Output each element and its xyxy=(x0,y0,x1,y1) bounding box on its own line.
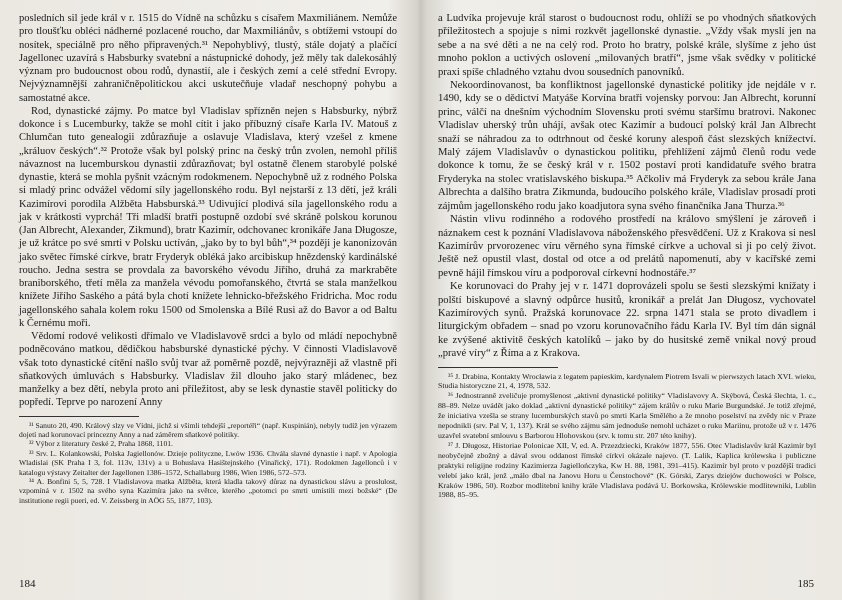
left-footnotes xyxy=(19,421,397,506)
paragraph: Vědomí rodové velikosti dřímalo ve Vladislavově srdci a bylo od mládí nepochybně podněcováno matkou, dědičkou habsburské dynastické pýchy. V činnosti Vladislavově však toto dynastické cítění našlo svůj tvar až poměrně pozdě, nejvýrazněji až vlastně při sňatkových úmluvách s Habsburky. Vladislav žil dlouho jako starý mládenec, bez manželky a bez dětí, nebyla proto ani příležitost, aby se lesk dynastie stavěl politicky do popředí. Teprve po narození Anny xyxy=(19,331,397,409)
left-body-text xyxy=(19,12,397,410)
footnote: ³⁶ Jednostranně zveličuje promyšlenost „aktivní dynastické politiky“ Vladislavovy A. Skýbová, Česká šlechta, 1. c., 88–89. Nelze uvádět jako doklad „aktivní dynastické politiky“ zájem králův o ruku Marie Burgundské. Je totiž zřejmé, že iniciativa vzešla se strany lucemburských stavů po smrti Karla Smělého a že mnoho poselství na zvědy nic v Praze nepodnikli (srv. Pal V, 1, 137). Král se svého zájmu sám jednoduše nemohl ucházet o ruku Mariinu, protože už v r. 1476 uzavřel svatební smlouvu s Barborou Hlohovskou (srv. k tomu str. 207 této knihy). xyxy=(438,391,816,440)
right-page xyxy=(438,12,816,594)
paragraph: a Ludvíka projevuje král starost o budoucnost rodu, ohlíží se po vhodných sňatkových příležitostech a spojuje s nimi rozkvět jagellonské dynastie. „Vždy však myslí jen na sebe a na své děti a ne na celý rod. Proto ho bratry, polské krále, slyšíme z jeho úst mnoho poklon a uctivých oslovení „milovaných bratří“, jsme však svědky v politické praxi spíše chladného vztahu dvou sousedních panovníků. xyxy=(438,13,816,78)
footnote: ³¹ Sanuto 20, 490. Králový slzy ve Vídni, jichž si všimli tehdejší „reportéři“ (např. Kuspinián), nebyly tudíž jen výrazem dojetí nad korunovací princezny Anny a nad záměrem sňatkové politiky. xyxy=(19,420,397,439)
paragraph: Nekoordinovanost, ba konfliktnost jagellonské dynastické politiky jde nejdále v r. 1490, kdy se o dědictví Matyáše Korvína bratři vojensky porvou: Jan Albrecht, korunní princ, válčí na dnešním východním Slovensku proti svému staršímu bratrovi. Nakonec Vladislav uherský trůn uhájí, avšak otec Kazimír a budoucí polský král Jan Albrecht snaží se náhradou za to odtrhnout od české koruny alespoň část slezských knížectví. Malý zájem Vladislavův o dynastickou politiku, přehlížení zájmů členů rodu vede dokonce k tomu, že se český král v r. 1502 postaví proti kandidatuře svého bratra Fryderyka na stolec vratislavského biskupa.³⁵ Ačkoliv má Fryderyk za sebou krále Jana Albrechta a dalšího bratra Zikmunda, budoucího polského krále, Vladislav prosadí proti zájmům jagellonského rodu jako koadjutora syna svého finančníka Jana Thurza.³⁶ xyxy=(438,80,816,212)
footnote: ³² Výbor z literatury české 2, Praha 1868, 1101. xyxy=(29,439,173,449)
paragraph: Ke korunovaci do Prahy jej v r. 1471 doprovázeli spolu se šesti slezskými knížaty i polští biskupové a slavný odpůrce husitů, kronikář a prelát Jan Długosz, vychovatel Kazimírových synů. Pražská korunovace 22. srpna 1471 stala se proto divadlem i liturgickým obřadem – snad po vzoru korunovačního řádu Karla IV. Byl tím dán signál ke zvýšené aktivitě českých katolíků – jako by do husitské země vnikal nový proud „pravé víry“ z Říma a z Krakova. xyxy=(438,281,816,360)
page-number: 185 xyxy=(797,578,814,590)
footnote-divider xyxy=(19,416,139,417)
right-body-text xyxy=(438,12,816,361)
paragraph: posledních sil jede král v r. 1515 do Vídně na schůzku s císařem Maxmiliánem. Nemůže pro tloušťku obléci nádherné pozlacené roucho, dar Maxmiliánův, s obtížemi vstoupí do nosítek, speciálně pro něho připravených.³¹ Nepohyblivý, tlustý, stále dojatý a plačící Jagellonec uzavírá s Habsburky svatební a nástupnické dohody, jež měly tak dalekosáhlý význam pro budoucnost obou rodů, dynastií, ale i českých zemí a celé střední Evropy. Nejvýznamnější zahraničněpolitickou akci uskutečňuje vladař neschopný pohybu a samostatné akce. xyxy=(19,13,397,104)
page-number: 184 xyxy=(19,578,36,590)
paragraph: Rod, dynastické zájmy. Po matce byl Vladislav spřízněn nejen s Habsburky, nýbrž dokonce i s Lucemburky, takže se mohl cítit i jako příbuzný císaře Karla IV. Matouš z Chlumčan tuto genealogii zdůrazňuje a oslavuje Vladislava, který vzešel z kmene „králuov českých“.³² Protože však byl polský princ na český trůn zvolen, nemohl příliš návaznost na lucemburskou dynastii zdůrazňovat; byl ostatně členem starobylé polské dynastie, která se mohla pyšnit vzácným rodokmenem. Nepochybně už z rodného Polska si mladý princ odvážel vědomí síly jagellonského rodu. Byl nejstarší z 13 dětí, jež králi Kazimírovi porodila Alžběta Habsburská.³³ Udivující plodivá síla jagellonského rodu a jak v krátkosti vyprchá! Tři mladší bratři postupně ozdobí své skráně polskou korunou (Jan Albrecht, Alexander, Zikmund), bratr Kazimír, odchovanec kronikáře Jana Długosze, je už krátce po své smrti v Polsku uctíván, „jako by to byl bůh“,³⁴ později je kanonizován jako světec římské církve, bratr Fryderyk obléká jako arcibiskup hnězdenský kardinálské roucho. Jedna sestra se provdala za bavorského vévodu Jiřího, druhá za markraběte braniborského, třetí měla za manžela vévodu pomořanského, čtvrtá se stala manželkou knížete Jiřího Saského a pátá byla chotí knížete lehnicko-břežského Fridricha. Moc rodu jagellonského sahala kolem roku 1500 od Smolenska a Bílé Rusi až do Bavor a od Baltu k Černému moři. xyxy=(19,105,397,329)
paragraph: Nástin vlivu rodinného a rodového prostředí na královo smýšlení je zároveň i náznakem cest k poznání Vladislavova náboženského přesvědčení. Už z Krakova si nesl Kazimírův prvorozenec víru věrného syna římské církve a uchoval si ji po celý život. Ještě než opustil vlast, dostal od otce a od prelátů napomenutí, aby v kacířské zemi pevně hájil římskou víru a podporoval církevní hodnostáře.³⁷ xyxy=(438,214,816,279)
right-footnotes xyxy=(438,372,816,501)
left-page xyxy=(19,12,397,594)
footnote: ³⁵ J. Drabina, Kontakty Wrocławia z legatem papieskim, kardynałem Piotrem Isvali w pierwszych latach XVI. wieku, Studia historyczne 21, 4, 1978, 532. xyxy=(438,371,816,391)
footnote: ³³ Srv. L. Kolankowski, Polska Jagiellonów. Dzieje polityczne, Lwów 1936. Chvála slavné dynastie i např. v Apologia Wladislai (SK Praha I 3, fol. 113v, 131v) a u Bohuslava Hasištejnského (Vinařický, 171). Rodokmen Jagellonců i v katalogu výstavy Zeitalter der Jagellonen 1386–1572, Schallaburg 1986, Wien 1986, 572–573. xyxy=(19,448,397,477)
footnote-divider xyxy=(438,367,558,368)
footnote: ³⁴ A. Bonfini 5, 5, 728. I Vladislavova matka Alžběta, která kladla takový důraz na dynastickou slávu a proslulost, vzpomíná v r. 1502 na svého syna Kazimíra jako na světce, kterého „potomci po smrti umístili mezi božské“ (De institutione regii pueri, ed. V. Zeissberg in AÖG 55, 1877, 103). xyxy=(19,476,397,505)
footnote: ³⁷ J. Długosz, Historiae Polonicae XII, V, ed. A. Przezdziecki, Kraków 1877, 556. Otec Vladislavův král Kazimír byl neobyčejně zbožný a dával svou oddanost římské církvi okázale najevo. (T. Lalik, Kaplica królewska i publiczne praktyki religijne rodziny Kazimierza Jagiellończyka, Kw H. 88, 1981, 391–415). Kazimír byl proto v pozdější tradici velebí jako král, jenž „málo dbal na Janovu Horu u Čenstochové“ (K. Górski, Zarys dziejów duchowości w Polsce, Kraków 1986, 50). Rozbor modlitební knihy krále Vladislava podává U. Borkowska, Królewskie modlitewniki, Lublin 1988, 85–95. xyxy=(438,440,816,500)
